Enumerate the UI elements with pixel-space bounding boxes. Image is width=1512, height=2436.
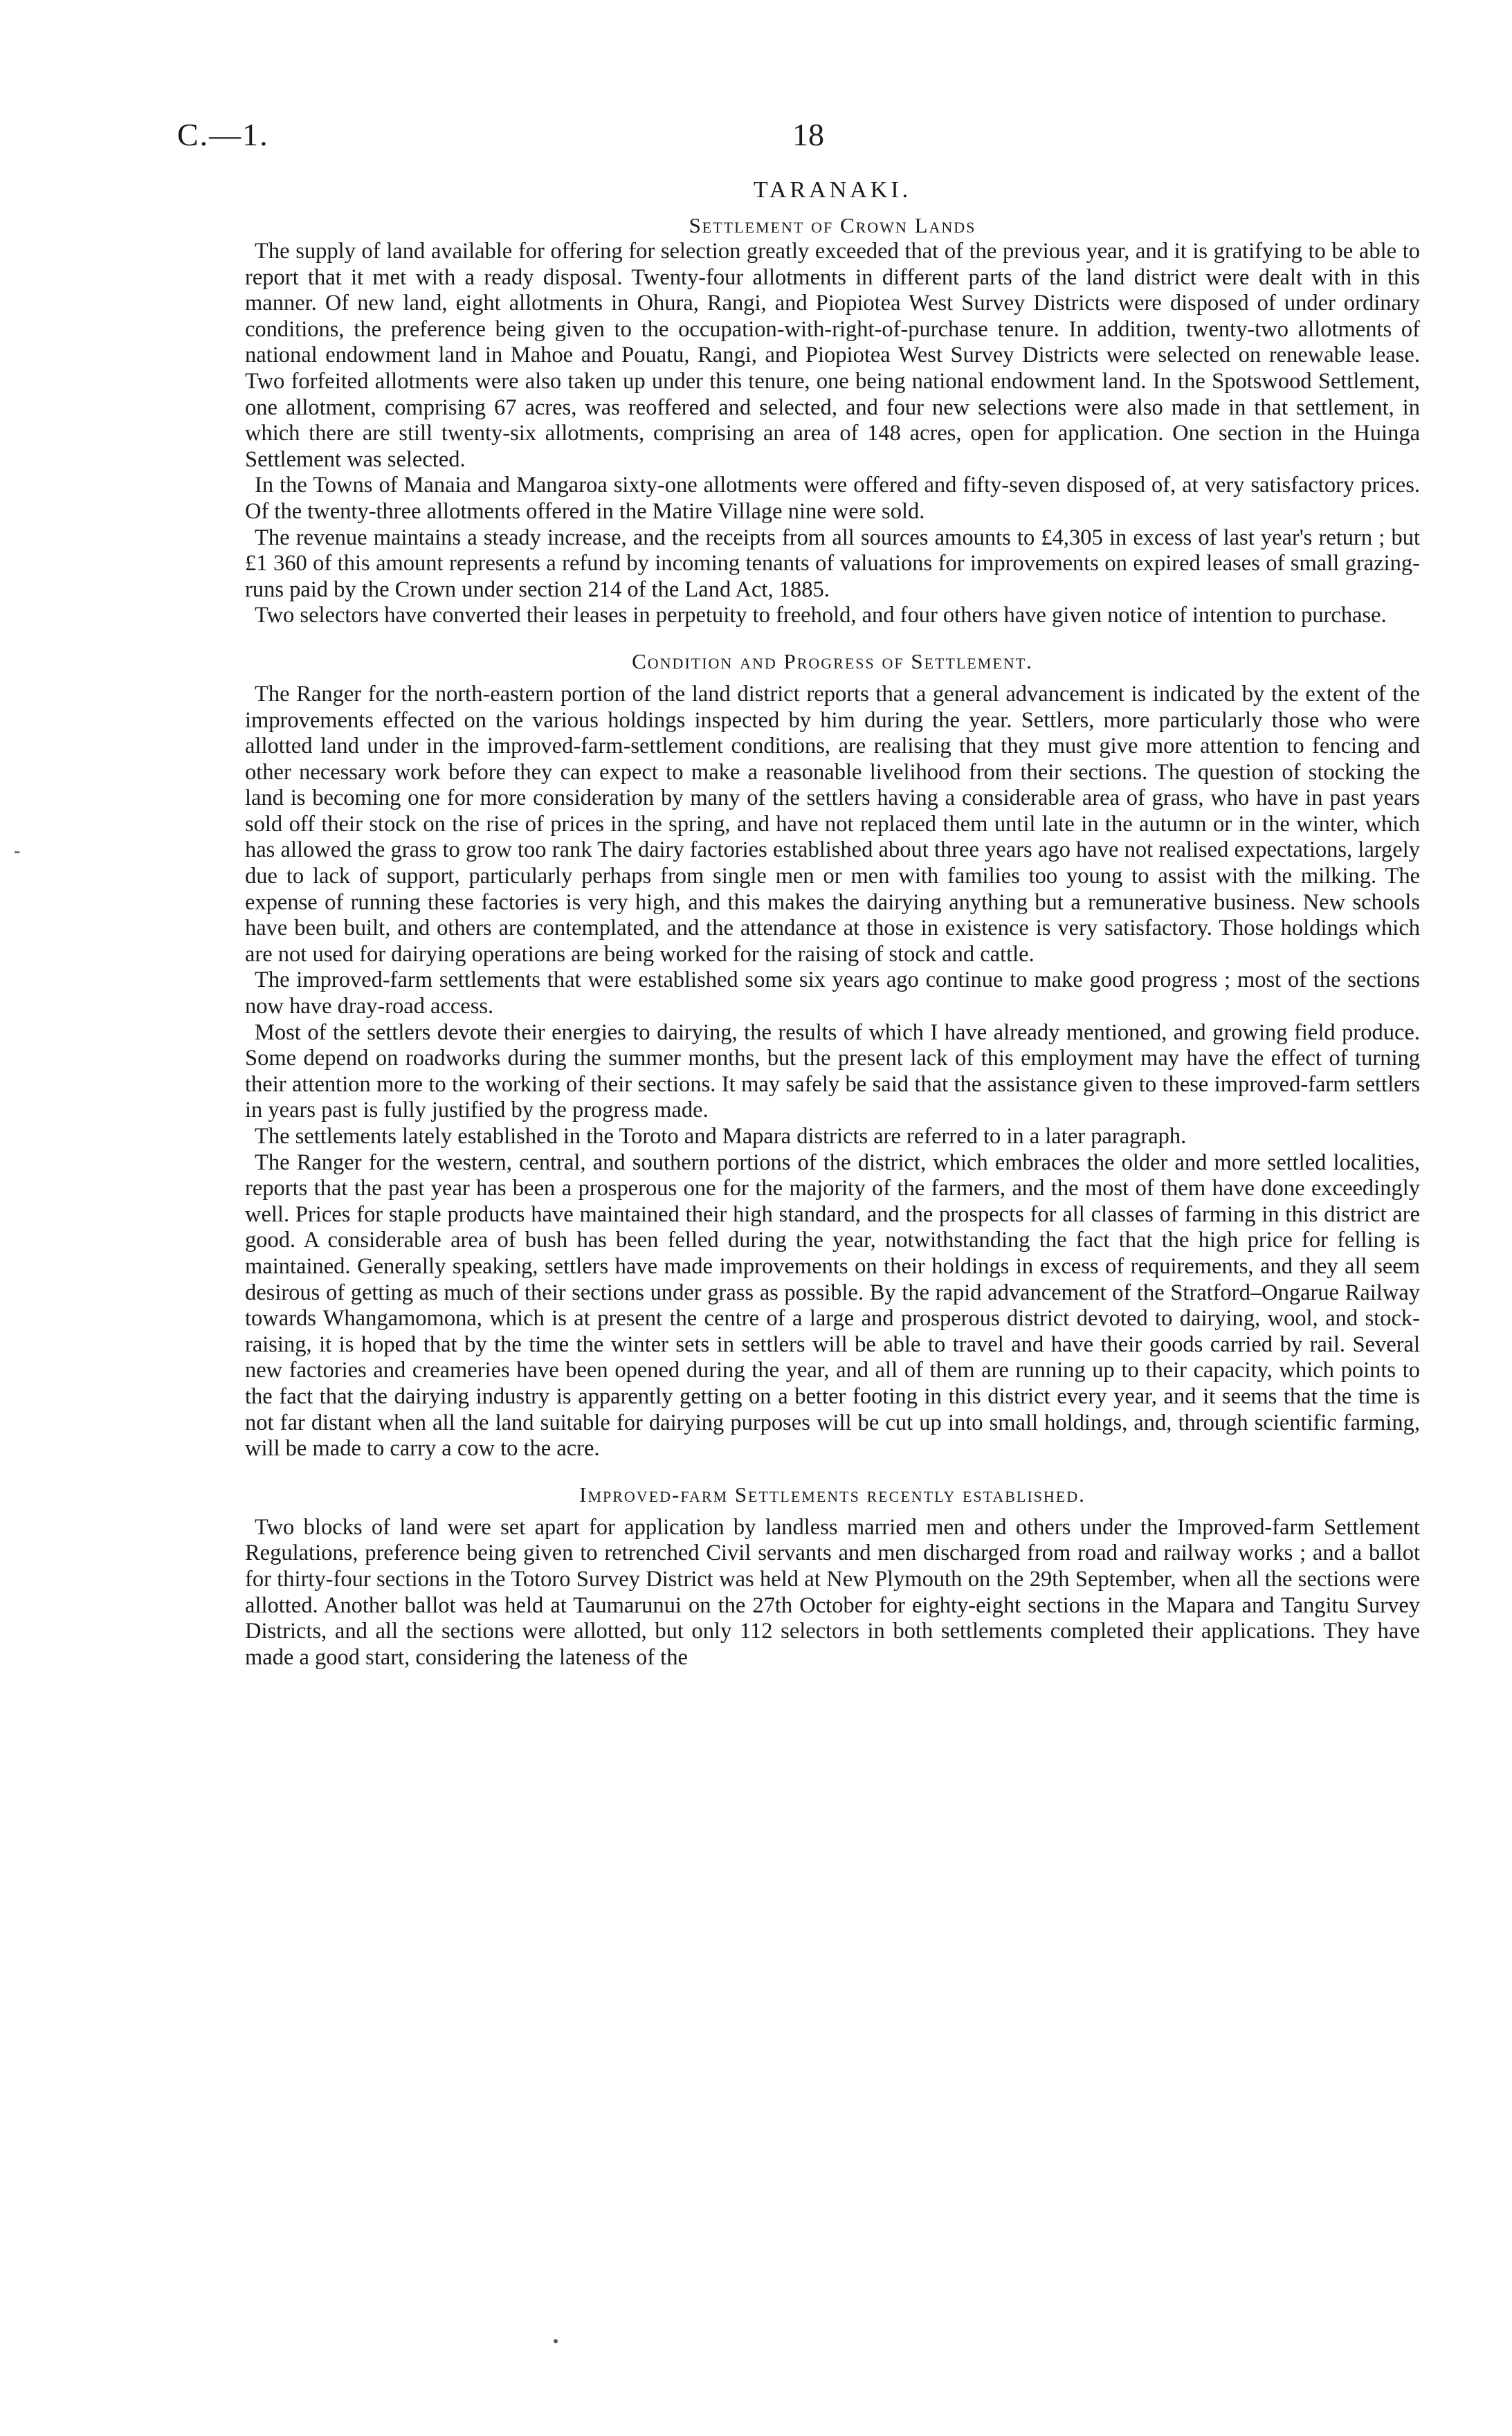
section-settlement-of-crown-lands xyxy=(245,212,1420,629)
paragraph: The revenue maintains a steady increase, and the receipts from all sources amounts to £4,305 in excess of last year's return ; but £1 360 of this amount represents a refund by incoming tenants of valuations for improvements on expired leases of small grazing-runs paid by the Crown under section 214 of the Land Act, 1885. xyxy=(245,525,1420,602)
paragraph: The improved-farm settlements that were established some six years ago continue to make good progress ; most of the sections now have dray-road access. xyxy=(245,967,1420,1019)
document-body xyxy=(245,176,1420,1671)
paragraph: The Ranger for the north-eastern portion of the land district reports that a general advancement is indicated by the extent of the improvements effected on the various holdings inspected by him during the year. Settlers, more particularly those who were allotted land under in the improved-farm-settlement conditions, are realising that they must give more attention to fencing and other necessary work before they can expect to make a reasonable livelihood from their sections. The question of stocking the land is becoming one for more consideration by many of the settlers having a considerable area of grass, who have in past years sold off their stock on the rise of prices in the spring, and have not replaced them until late in the autumn or in the winter, which has allowed the grass to grow too rank The dairy factories established about three years ago have not realised expectations, largely due to lack of support, particularly perhaps from single men or men with families too young to assist with the milking. The expense of running these factories is very high, and this makes the dairying anything but a remunerative business. New schools have been built, and others are contemplated, and the attendance at those in existence is very satisfactory. Those holdings which are not used for dairying operations are being worked for the raising of stock and cattle. xyxy=(245,681,1420,967)
document-title: TARANAKI. xyxy=(753,177,912,203)
section-heading: Settlement of Crown Lands xyxy=(689,213,976,237)
page-number: 18 xyxy=(792,117,824,152)
paragraph: Most of the settlers devote their energies to dairying, the results of which I have already mentioned, and growing field produce. Some depend on roadworks during the summer months, but the present lack of this employment may have the effect of turning their attention more to the working of their sections. It may safely be said that the assistance given to these improved-farm settlers in years past is fully justified by the progress made. xyxy=(245,1019,1420,1123)
paragraph: Two selectors have converted their leases in perpetuity to freehold, and four others have given notice of intention to purchase. xyxy=(255,603,1387,628)
paragraph: The Ranger for the western, central, and southern portions of the district, which embraces the older and more settled localities, reports that the past year has been a prosperous one for the majority of the farmers, and the most of them have done exceedingly well. Prices for staple products have maintained their high standard, and the prospects for all classes of farming in this district are good. A considerable area of bush has been felled during the year, notwithstanding the fact that the high price for felling is maintained. Generally speaking, settlers have made improvements on their holdings in excess of requirements, and they all seem desirous of getting as much of their sections under grass as possible. By the rapid advancement of the Stratford–Ongarue Railway towards Whangamomona, which is at present the centre of a large and prosperous district devoted to dairying, wool, and stock-raising, it is hoped that by the time the winter sets in settlers will be able to travel and have their goods carried by rail. Several new factories and creameries have been opened during the year, and all of them are running up to their capacity, which points to the fact that the dairying industry is apparently getting on a better footing in this district every year, and it seems that the time is not far distant when all the land suitable for dairying purposes will be cut up into small holdings, and, through scientific farming, will be made to carry a cow to the acre. xyxy=(245,1149,1420,1462)
paragraph: Two blocks of land were set apart for application by landless married men and others under the Improved-farm Settlement Regulations, preference being given to retrenched Civil servants and men discharged from road and railway works ; and a ballot for thirty-four sections in the Totoro Survey District was held at New Plymouth on the 29th September, when all the sections were allotted. Another ballot was held at Taumarunui on the 27th October for eighty-eight sections in the Mapara and Tangitu Survey Districts, and all the sections were allotted, but only 112 selectors in both settlements completed their applications. They have made a good start, considering the lateness of the xyxy=(245,1514,1420,1670)
document-reference: C.—1. xyxy=(177,117,269,152)
section-heading: Condition and Progress of Settlement. xyxy=(632,648,1033,673)
section-improved-farm-settlements xyxy=(245,1482,1420,1671)
paragraph: The settlements lately established in the Toroto and Mapara districts are referred to in a later paragraph. xyxy=(255,1124,1187,1149)
section-condition-and-progress xyxy=(245,648,1420,1462)
margin-dash: - xyxy=(14,840,21,862)
page-speck xyxy=(554,2339,558,2343)
section-heading: Improved-farm Settlements recently established. xyxy=(579,1482,1086,1507)
paragraph: The supply of land available for offering for selection greatly exceeded that of the previous year, and it is gratifying to be able to report that it met with a ready disposal. Twenty-four allotments in different parts of the land district were dealt with in this manner. Of new land, eight allotments in Ohura, Rangi, and Piopiotea West Survey Districts were disposed of under ordinary conditions, the preference being given to the occupation-with-right-of-purchase tenure. In addition, twenty-two allotments of national endowment land in Mahoe and Pouatu, Rangi, and Piopiotea West Survey Districts were selected on renewable lease. Two forfeited allotments were also taken up under this tenure, one being national endowment land. In the Spotswood Settlement, one allotment, comprising 67 acres, was reoffered and selected, and four new selections were also made in that settlement, in which there are still twenty-six allotments, comprising an area of 148 acres, open for application. One section in the Huinga Settlement was selected. xyxy=(245,239,1420,472)
paragraph: In the Towns of Manaia and Mangaroa sixty-one allotments were offered and fifty-seven disposed of, at very satisfactory prices. Of the twenty-three allotments offered in the Matire Village nine were sold. xyxy=(245,473,1420,524)
